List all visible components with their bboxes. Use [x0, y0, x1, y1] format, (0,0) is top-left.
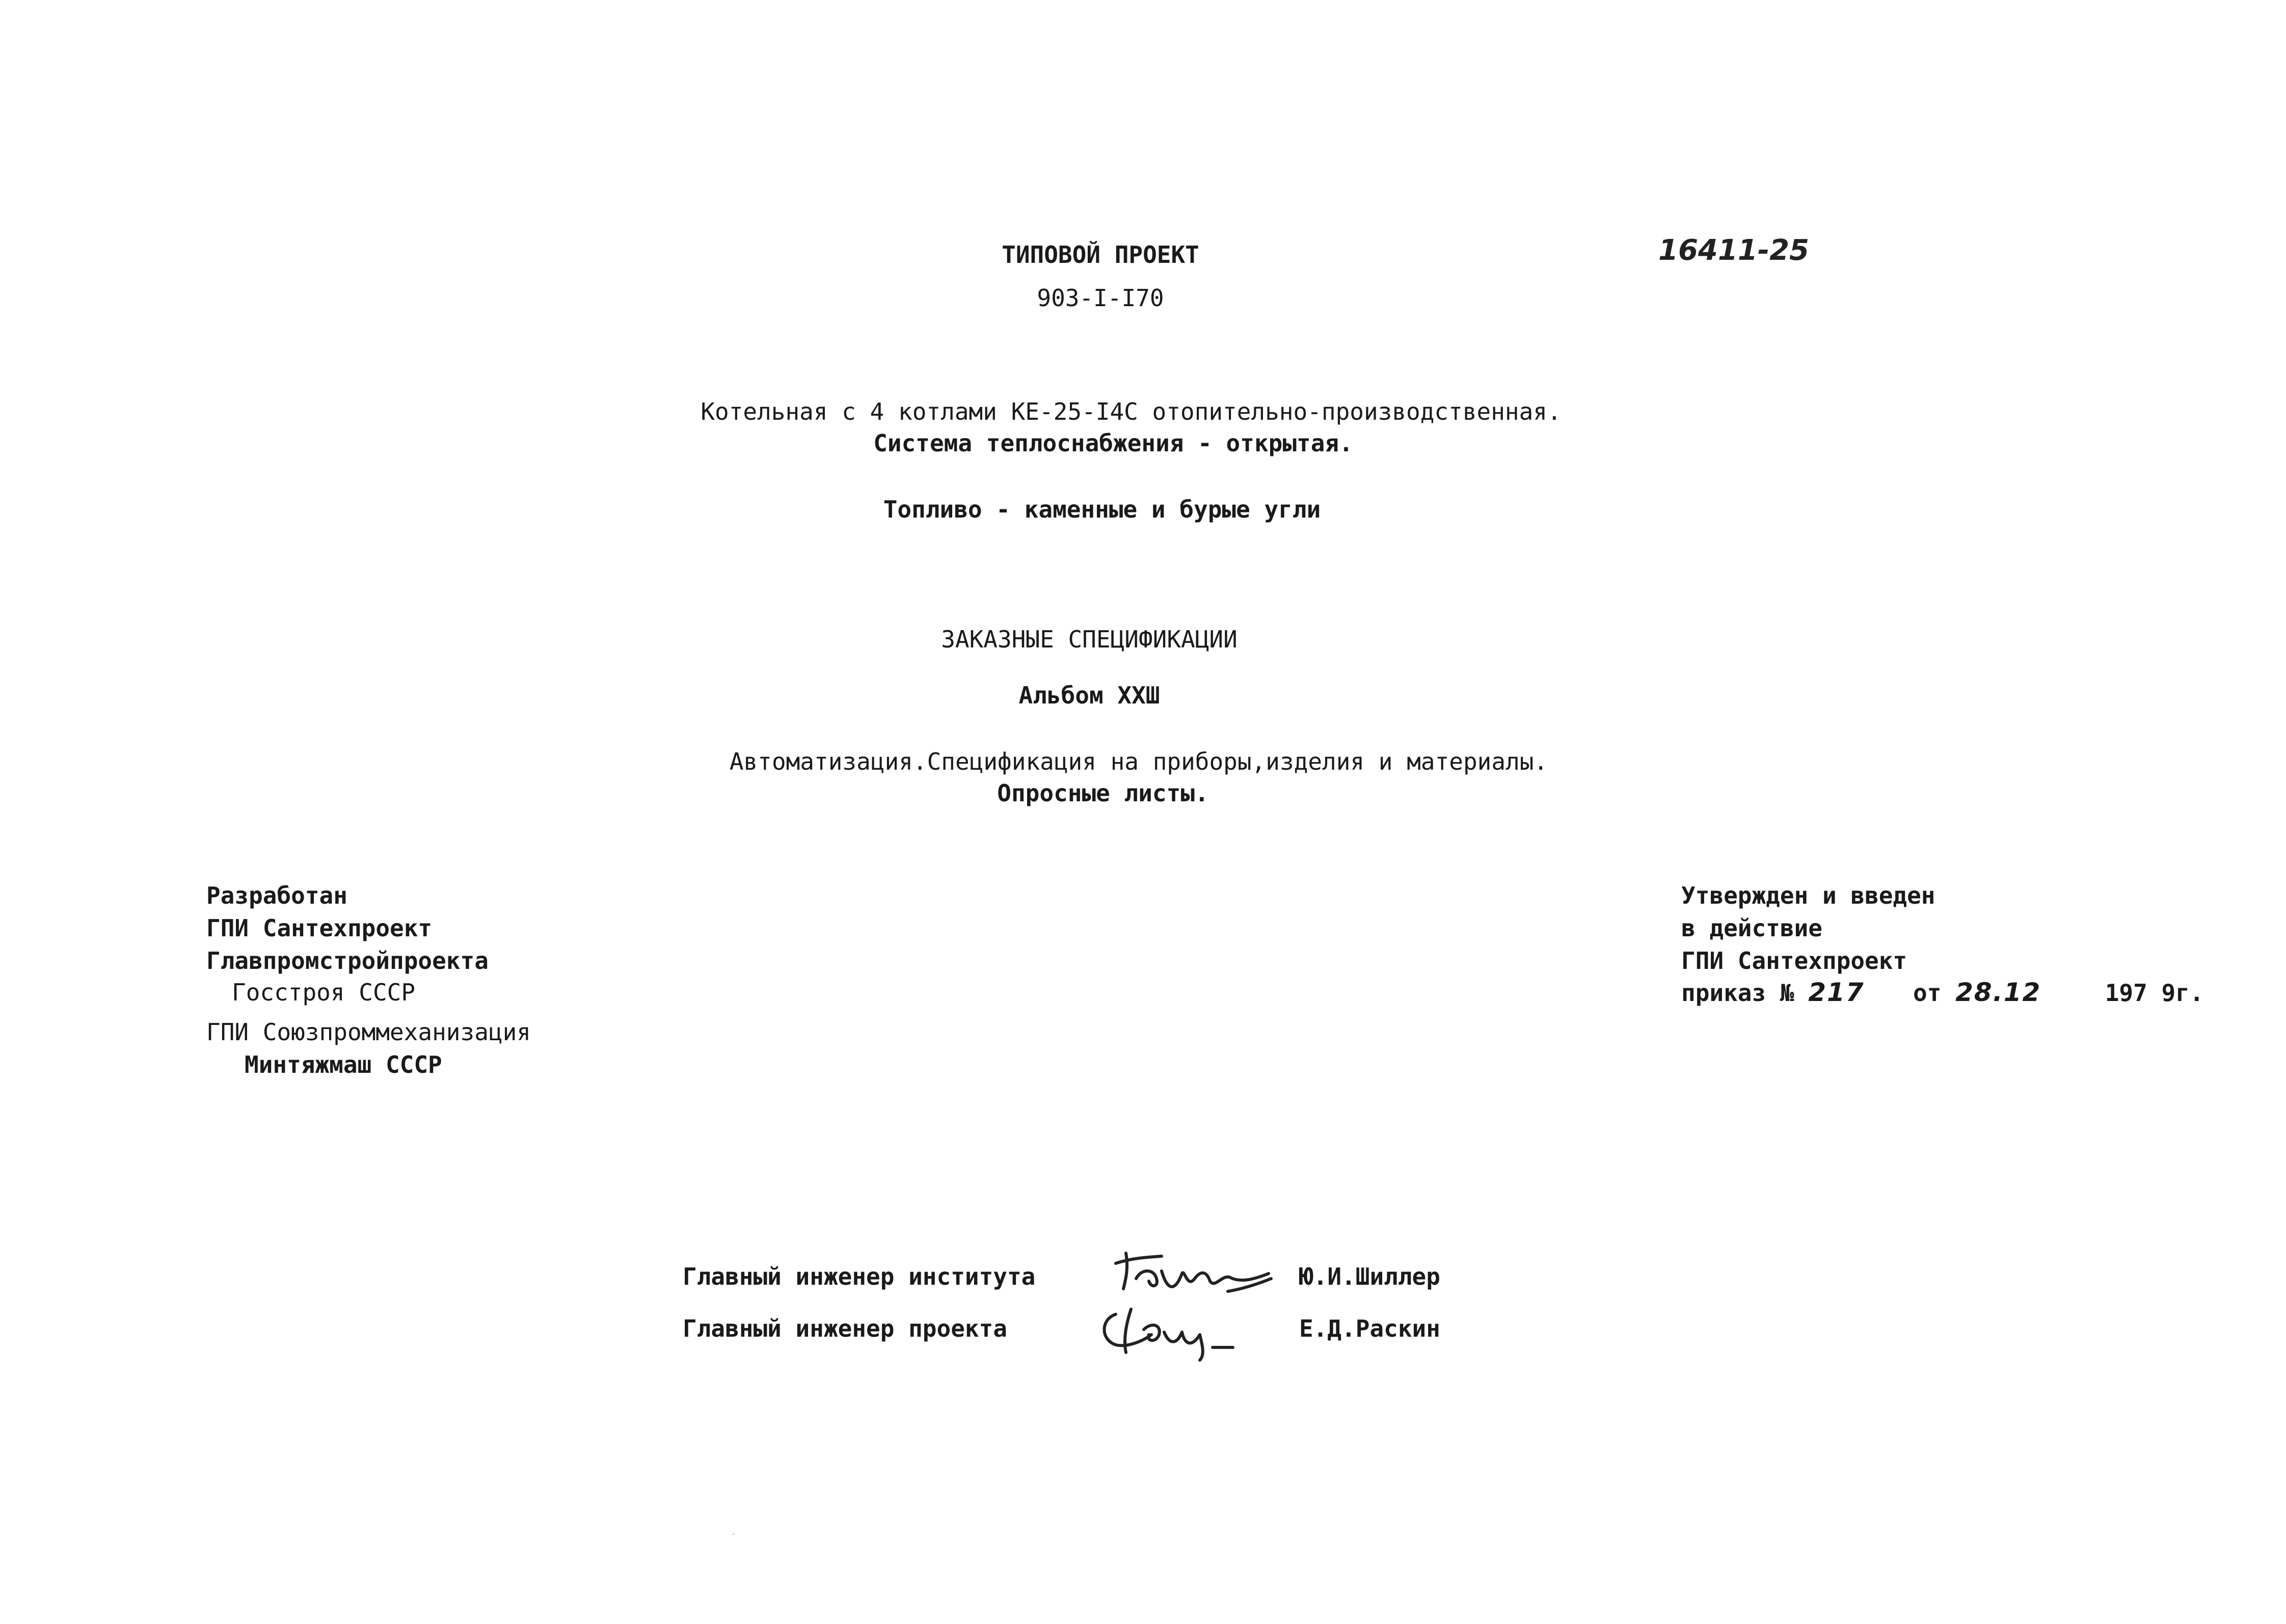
developer-line-5: ГПИ Союзпроммеханизация	[206, 1018, 531, 1046]
approval-line-1: Утвержден и введен	[1681, 882, 1935, 909]
signature-role-2: Главный инженер проекта	[683, 1315, 1007, 1342]
order-number: 217	[1808, 978, 1865, 1007]
scan-speck	[733, 1533, 734, 1535]
signature-role-1: Главный инженер института	[683, 1263, 1036, 1290]
order-prefix: приказ №	[1681, 979, 1794, 1007]
order-date: 28.12	[1955, 978, 2041, 1007]
handwritten-signature-1	[1106, 1243, 1279, 1304]
developer-line-2: ГПИ Сантехпроект	[206, 914, 433, 942]
fuel-line: Топливо - каменные и бурые угли	[883, 496, 1321, 523]
developer-line-3: Главпромстройпроекта	[206, 947, 489, 975]
handwritten-signature-2	[1095, 1299, 1248, 1365]
approval-line-2: в действие	[1681, 914, 1822, 942]
archive-number: 16411-25	[1658, 234, 1809, 267]
date-prefix: от	[1913, 979, 1942, 1007]
approval-order-line	[1681, 977, 2204, 1008]
album-label: Альбом ХХШ	[1018, 682, 1160, 709]
title-line-2: Система теплоснабжения - открытая.	[873, 429, 1353, 457]
title-line-1: Котельная с 4 котлами КЕ-25-I4С отопительно-производственная.	[701, 398, 1562, 425]
developer-line-1: Разработан	[206, 882, 347, 909]
description-line-2: Опросные листы.	[997, 779, 1209, 807]
order-year: 197 9г.	[2105, 979, 2204, 1007]
developer-line-4: Госстроя СССР	[232, 979, 416, 1006]
developer-line-6: Минтяжмаш СССР	[245, 1051, 442, 1078]
signature-name-1: Ю.И.Шиллер	[1299, 1263, 1440, 1290]
section-heading: ЗАКАЗНЫЕ СПЕЦИФИКАЦИИ	[941, 626, 1238, 653]
approval-line-3: ГПИ Сантехпроект	[1681, 947, 1907, 975]
signature-name-2: Е.Д.Раскин	[1299, 1315, 1440, 1342]
project-number: 903-I-I70	[1037, 284, 1164, 312]
description-line-1: Автоматизация.Спецификация на приборы,изделия и материалы.	[729, 748, 1548, 775]
project-type: ТИПОВОЙ ПРОЕКТ	[1002, 241, 1199, 268]
